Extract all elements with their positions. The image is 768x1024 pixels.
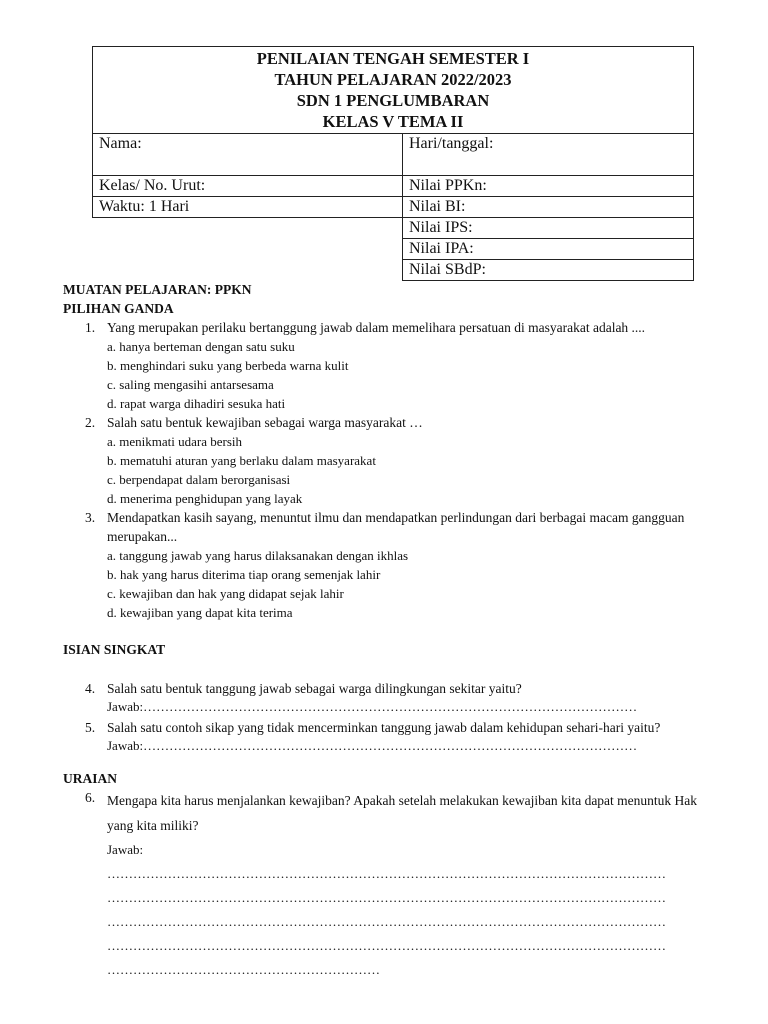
question-text: Mendapatkan kasih sayang, menuntut ilmu dan mendapatkan perlindungan dari berbagai macam gangguan merupakan... [107, 510, 685, 544]
uraian-list [63, 788, 723, 982]
kelas-cell[interactable]: Kelas/ No. Urut: [93, 176, 403, 197]
nama-cell[interactable]: Nama: [93, 134, 403, 176]
answer-line[interactable]: ………………………………………………………………………………………………………………… [107, 866, 666, 881]
answer-line[interactable]: ………………………………………………………………………………………………………………… [107, 938, 666, 953]
title-line-3: SDN 1 PENGLUMBARAN [296, 91, 490, 110]
answer-line[interactable]: ………………………………………………………………………………………………………………… [107, 914, 666, 929]
isian-list [63, 679, 723, 755]
uraian-heading: URAIAN [63, 771, 117, 786]
question-1 [63, 318, 723, 413]
option-d[interactable]: d. menerima penghidupan yang layak [107, 491, 303, 506]
nilai-ips-cell[interactable]: Nilai IPS: [403, 218, 694, 239]
question-number: 6. [85, 790, 96, 805]
empty-cell [93, 239, 403, 260]
title-line-1: PENILAIAN TENGAH SEMESTER I [256, 49, 530, 68]
question-text: Salah satu contoh sikap yang tidak mencerminkan tanggung jawab dalam kehidupan sehari-hari yaitu? [107, 720, 661, 735]
option-a[interactable]: a. menikmati udara bersih [107, 434, 243, 449]
question-text: Salah satu bentuk kewajiban sebagai warga masyarakat … [107, 415, 423, 430]
question-6 [63, 788, 723, 982]
nilai-bi-cell[interactable]: Nilai BI: [403, 197, 694, 218]
option-d[interactable]: d. rapat warga dihadiri sesuka hati [107, 396, 286, 411]
isian-singkat-heading: ISIAN SINGKAT [63, 642, 166, 657]
answer-line[interactable]: ……………………………………………………… [107, 962, 380, 977]
question-number: 5. [85, 720, 96, 735]
nilai-ppkn-cell[interactable]: Nilai PPKn: [403, 176, 694, 197]
answer-line[interactable]: ………………………………………………………………………………………………………………… [107, 890, 666, 905]
question-text-continued: yang kita miliki? [107, 818, 199, 833]
question-text: Salah satu bentuk tanggung jawab sebagai warga dilingkungan sekitar yaitu? [107, 681, 522, 696]
question-text: Yang merupakan perilaku bertanggung jawab dalam memelihara persatuan di masyarakat adalah .... [107, 320, 646, 335]
question-number: 3. [85, 510, 96, 525]
nilai-sbdp-cell[interactable]: Nilai SBdP: [403, 260, 694, 281]
question-number: 2. [85, 415, 96, 430]
waktu-cell: Waktu: 1 Hari [93, 197, 403, 218]
jawab-label: Jawab: [107, 842, 144, 857]
question-number: 4. [85, 681, 96, 696]
option-c[interactable]: c. kewajiban dan hak yang didapat sejak lahir [107, 586, 344, 601]
option-b[interactable]: b. hak yang harus diterima tiap orang semenjak lahir [107, 567, 381, 582]
option-c[interactable]: c. berpendapat dalam berorganisasi [107, 472, 291, 487]
question-4 [63, 679, 723, 716]
pilihan-ganda-heading: PILIHAN GANDA [63, 301, 174, 316]
empty-cell [93, 260, 403, 281]
empty-cell [93, 218, 403, 239]
title-line-2: TAHUN PELAJARAN 2022/2023 [274, 70, 512, 89]
option-a[interactable]: a. hanya berteman dengan satu suku [107, 339, 295, 354]
title-line-4: KELAS V TEMA II [322, 112, 464, 131]
answer-line[interactable]: Jawab:…………………………………………………………………………………………………… [107, 699, 638, 714]
pilihan-ganda-list [63, 318, 723, 622]
question-number: 1. [85, 320, 96, 335]
question-3 [63, 508, 723, 622]
option-a[interactable]: a. tanggung jawab yang harus dilaksanakan dengan ikhlas [107, 548, 409, 563]
answer-line[interactable]: Jawab:…………………………………………………………………………………………………… [107, 738, 638, 753]
option-b[interactable]: b. mematuhi aturan yang berlaku dalam masyarakat [107, 453, 376, 468]
exam-title [93, 47, 694, 134]
nilai-ipa-cell[interactable]: Nilai IPA: [403, 239, 694, 260]
muatan-heading: MUATAN PELAJARAN: PPKN [63, 282, 252, 297]
question-2 [63, 413, 723, 508]
hari-tanggal-cell[interactable]: Hari/tanggal: [403, 134, 694, 176]
question-5 [63, 718, 723, 755]
option-c[interactable]: c. saling mengasihi antarsesama [107, 377, 274, 392]
option-b[interactable]: b. menghindari suku yang berbeda warna kulit [107, 358, 349, 373]
option-d[interactable]: d. kewajiban yang dapat kita terima [107, 605, 293, 620]
question-text: Mengapa kita harus menjalankan kewajiban? Apakah setelah melakukan kewajiban kita dapat menuntuk Hak [107, 793, 698, 808]
header-table [92, 46, 694, 281]
exam-content [63, 280, 723, 982]
